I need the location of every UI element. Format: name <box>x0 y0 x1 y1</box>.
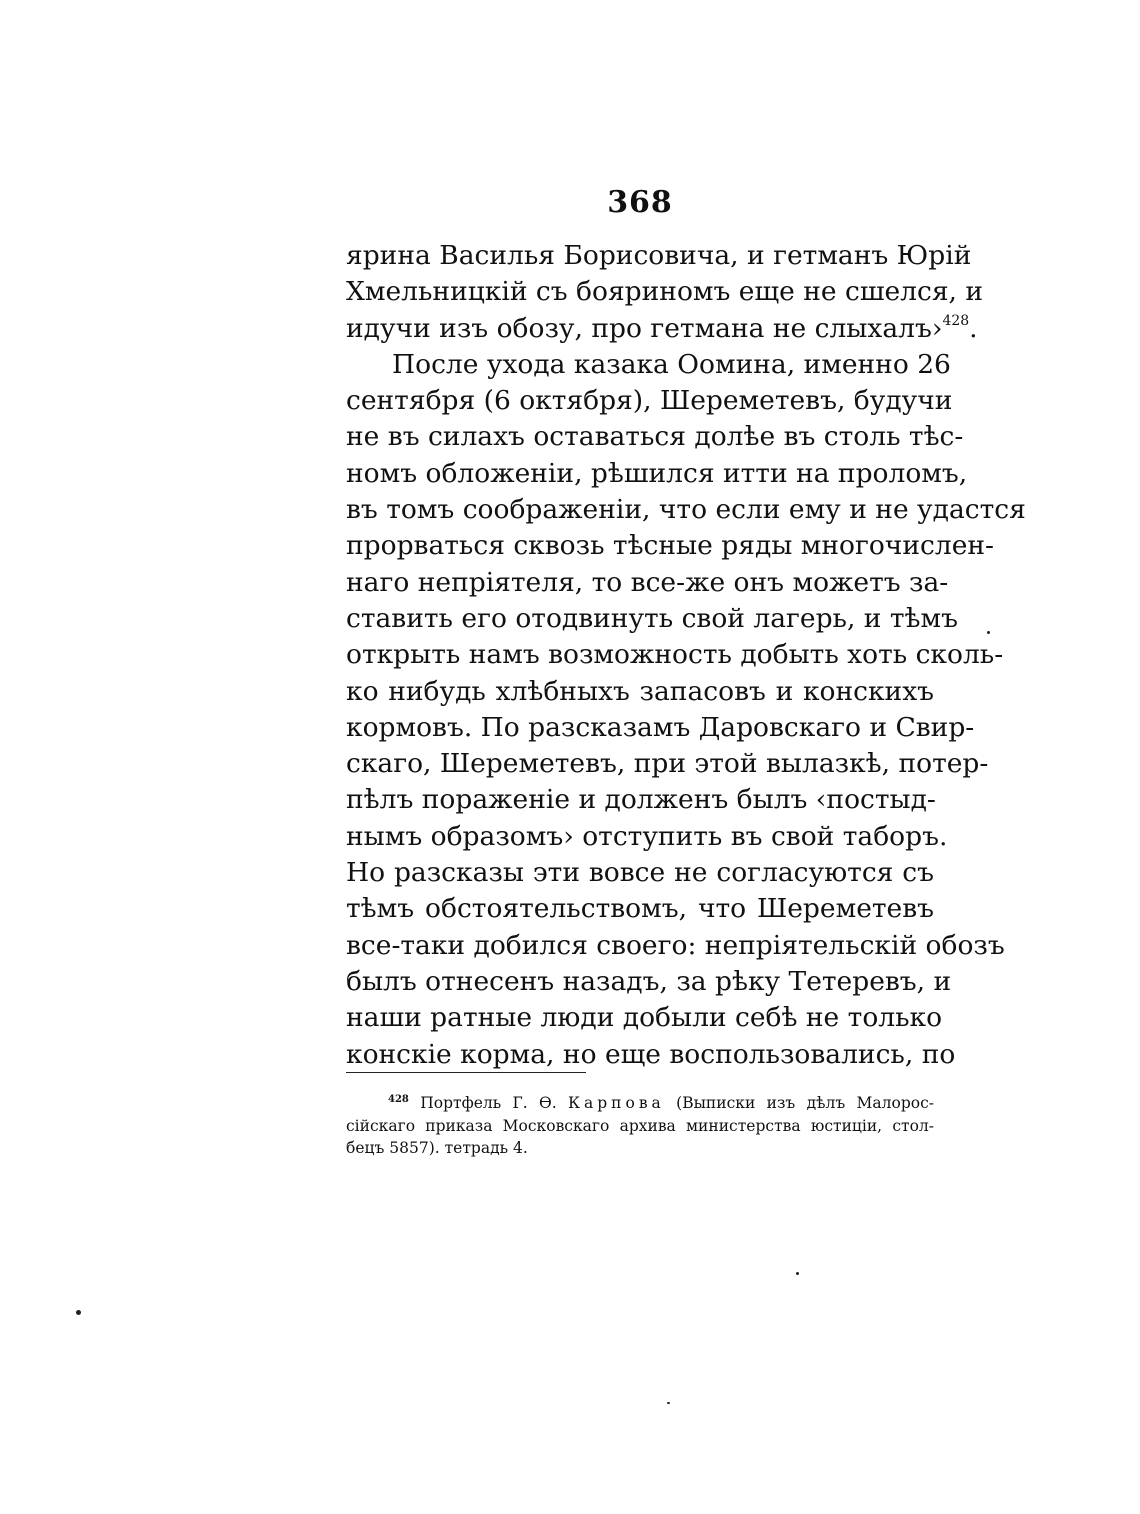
text-line-4: После ухода казака Оомина, именно 26 <box>392 348 951 380</box>
main-text <box>346 238 1026 1073</box>
text-line-8: въ томъ соображеніи, что если ему и не удастся <box>346 494 1026 526</box>
footnote-line-3: бецъ 5857). тетрадь 4. <box>346 1139 528 1157</box>
text-line-23: конскіе корма, но еще воспользовались, по <box>346 1038 956 1070</box>
footnote <box>346 1092 934 1160</box>
scan-speck <box>987 631 990 634</box>
text-line-9: прорваться сквозь тѣсные ряды многочислен- <box>346 530 994 562</box>
text-line-22: наши ратные люди добыли себѣ не только <box>346 1002 943 1034</box>
scan-speck <box>76 1310 81 1315</box>
text-line-17: нымъ образомъ› отступить въ свой таборъ. <box>346 820 948 852</box>
scan-speck <box>667 1402 670 1404</box>
footnote-marker: 428 <box>388 1094 409 1105</box>
footnote-line-2: сійскаго приказа Московскаго архива министерства юстиціи, стол- <box>346 1116 934 1135</box>
footnote-line-1: $^{428}$ Портфель Г. Ѳ. Карпова (Выписки изъ дѣлъ Малорос- <box>388 1094 934 1112</box>
text-line-6: не въ силахъ оставаться долѣе въ столь тѣс- <box>346 421 964 453</box>
text-line-19: тѣмъ обстоятельствомъ, что Шереметевъ <box>346 893 934 925</box>
scan-speck <box>796 1272 799 1275</box>
footnote-author: Карпова <box>568 1094 665 1112</box>
text-line-18: Но разсказы эти вовсе не согласуются съ <box>346 857 934 889</box>
text-line-20: все-таки добился своего: непріятельскій обозъ <box>346 929 1005 961</box>
text-line-16: пѣлъ пораженіе и долженъ былъ ‹постыд- <box>346 784 936 816</box>
footnote-divider <box>346 1072 586 1073</box>
text-line-5: сентября (6 октября), Шереметевъ, будучи <box>346 385 953 417</box>
text-line-13: ко нибудь хлѣбныхъ запасовъ и конскихъ <box>346 675 934 707</box>
first-line-prefix: я <box>346 240 363 271</box>
text-line-7: номъ обложеніи, рѣшился итти на проломъ, <box>346 457 968 489</box>
text-line-21: былъ отнесенъ назадъ, за рѣку Тетеревъ, и <box>346 965 952 997</box>
text-line-2: Хмельницкій съ бояриномъ еще не сшелся, и <box>346 276 984 308</box>
text-line-12: открыть намъ возможность добыть хоть сколь- <box>346 639 1004 671</box>
text-line-15: скаго, Шереметевъ, при этой вылазкѣ, потер- <box>346 748 989 780</box>
text-line-11: ставить его отодвинуть свой лагерь, и тѣмъ <box>346 602 959 634</box>
text-line-3: идучи изъ обозу, про гетмана не слыхалъ›$^{428}$. <box>346 312 978 344</box>
text-line-10: наго непріятеля, то все-же онъ можетъ за- <box>346 566 949 598</box>
text-line-14: кормовъ. По разсказамъ Даровскаго и Свир- <box>346 711 975 743</box>
text-line-1: ярина Василья Борисовича, и гетманъ Юрій <box>346 240 972 271</box>
footnote-reference[interactable]: 428 <box>942 312 970 329</box>
page-number: 368 <box>607 185 673 220</box>
